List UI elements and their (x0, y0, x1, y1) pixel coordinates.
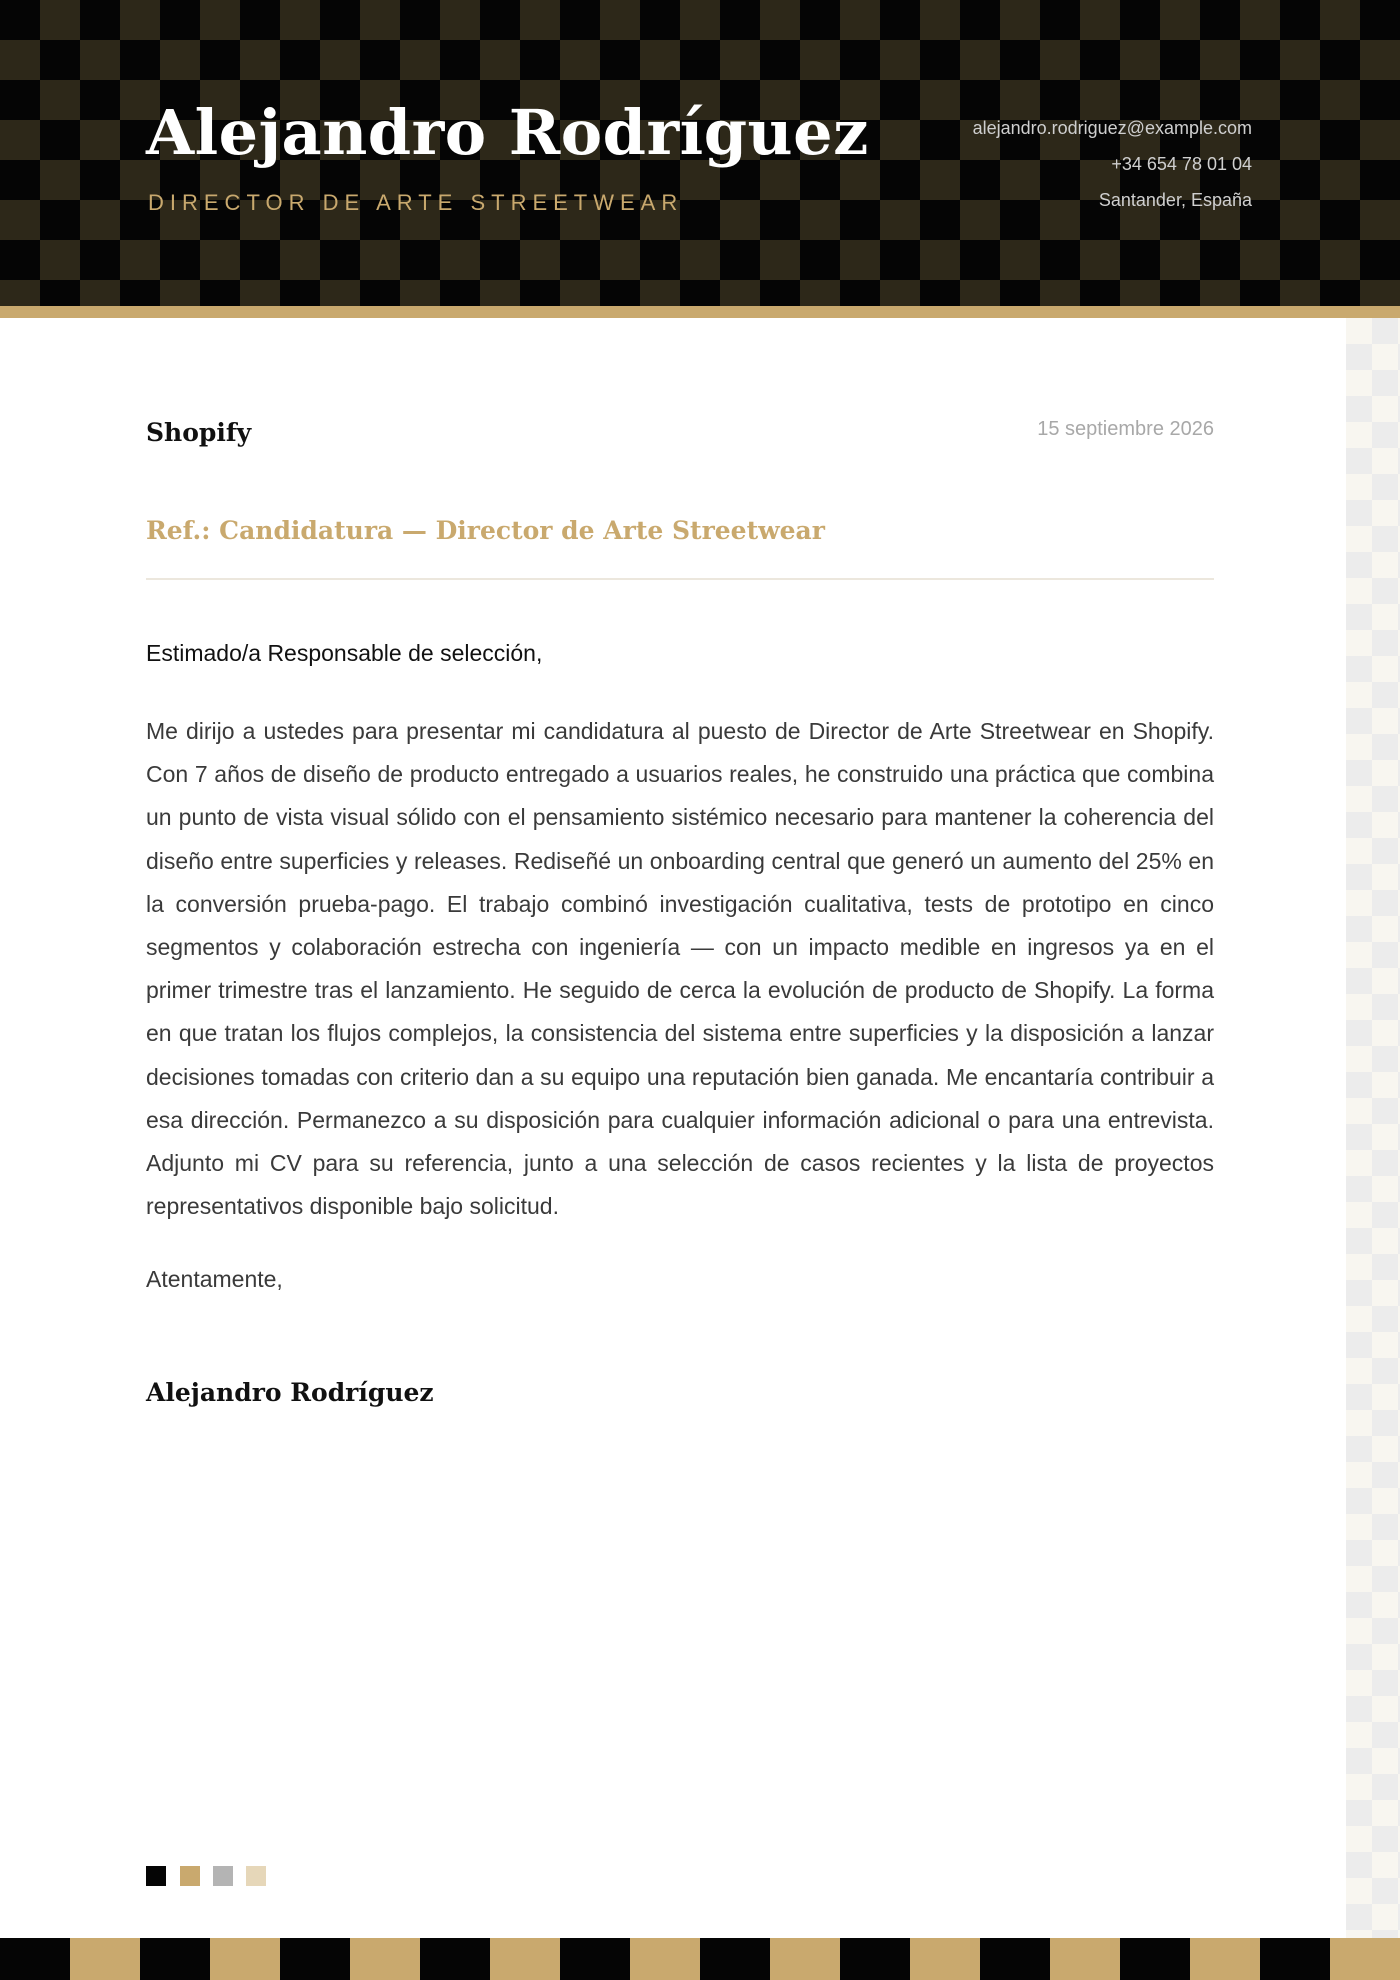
contact-email[interactable]: alejandro.rodriguez@example.com (972, 118, 1252, 138)
swatch-gold (180, 1866, 200, 1886)
letter-salutation: Estimado/a Responsable de selección, (146, 640, 543, 666)
contact-location: Santander, España (1098, 190, 1252, 210)
swatch-beige (246, 1866, 266, 1886)
header-banner (0, 0, 1400, 306)
footer-checker-band (0, 1938, 1400, 1980)
subject-divider (146, 578, 1214, 580)
applicant-name: Alejandro Rodríguez (146, 96, 869, 169)
contact-phone[interactable]: +34 654 78 01 04 (1111, 154, 1252, 174)
side-checker-strip (1346, 318, 1400, 1938)
letter-closing: Atentamente, (146, 1266, 283, 1292)
swatch-black (146, 1866, 166, 1886)
letter-body: Me dirijo a ustedes para presentar mi candidatura al puesto de Director de Arte Streetwear en Shopify. Con 7 años de diseño de producto entregado a usuarios reales, he construido una práctica que combina un punto de vista visual sólido con el pensamiento sistémico necesario para mantener la coherencia del diseño entre superficies y releases. Rediseñé un onboarding central que generó un aumento del 25% en la conversión prueba-pago. El trabajo combinó investigación cualitativa, tests de prototipo en cinco segmentos y colaboración estrecha con ingeniería — con un impacto medible en ingresos ya en el primer trimestre tras el lanzamiento. He seguido de cerca la evolución de producto de Shopify. La forma en que tratan los flujos complejos, la consistencia del sistema entre superficies y la disposición a lanzar decisiones tomadas con criterio dan a su equipo una reputación bien ganada. Me encantaría contribuir a esa dirección. Permanezco a su disposición para cualquier información adicional o para una entrevista. Adjunto mi CV para su referencia, junto a una selección de casos recientes y la lista de proyectos representativos disponible bajo solicitud. (146, 718, 1214, 1220)
letter-subject: Ref.: Candidatura — Director de Arte Streetwear (146, 516, 825, 545)
letter-signature: Alejandro Rodríguez (146, 1378, 434, 1407)
recipient-company: Shopify (146, 418, 252, 447)
letter-date: 15 septiembre 2026 (1037, 418, 1214, 440)
contact-block (973, 110, 1252, 218)
applicant-role: DIRECTOR DE ARTE STREETWEAR (148, 190, 684, 215)
swatch-gray (213, 1866, 233, 1886)
header-accent-band (0, 306, 1400, 318)
